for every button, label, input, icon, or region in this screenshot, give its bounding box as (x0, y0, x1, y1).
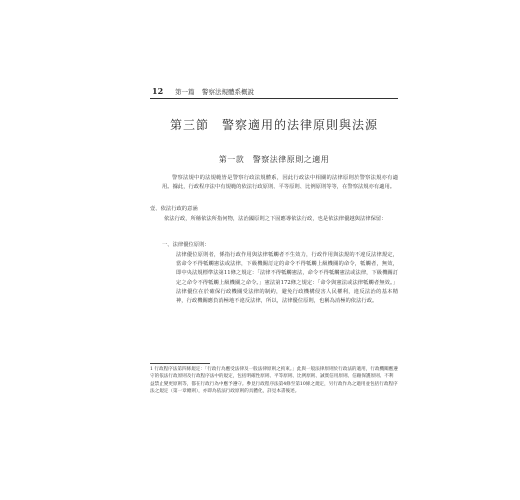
chapter-label: 第一篇 (175, 88, 195, 96)
item-1-title: 一、法律優位原則： (162, 242, 210, 248)
footnote-rule (150, 363, 210, 364)
book-title: 警察法規體系概說 (202, 88, 254, 96)
footnote: 1 行政程序法第四條規定：「行政行為應受法律及一般法律原則之拘束。」此與一般法律原則於行政法的適用，行政機關應遵守的依法行政原則及行政程序法中的規定，包括明確性原則、平等原則、比例原則、誠實信用原則、信賴保護原則、不利益禁止變更原則等，都在行政行為中應予遵守。參見行政程序法第4條至第10條之規定，另行政作為之適用並包括行政程序法之規定（第一章總則），亦即為依法行政原則的具體化，詳見本書後述。 (150, 367, 398, 395)
section-title: 第三節 警察適用的法律原則與法源 (169, 118, 378, 132)
item-1-body: 法律優位原則者，係指行政作用與法律牴觸者不生效力，行政作用與法規的不違反法律規定，當命令不得牴觸憲法或法律，下級機關訂定的命令不得牴觸上級機關的命令，牴觸者，無效，即中央法規標準法第11條之規定：「法律不得牴觸憲法，命令不得牴觸憲法或法律，下級機關訂定之命令不得牴觸上級機關之命令。」憲法第172條之規定：「命令與憲法或法律牴觸者無效。」法律優位在於確保行政機關受法律的制約，避免行政機構侵害人民權利，違反法治的基本精神，行政機關應負消極地不違反法律，所以，法律優位原則，也稱為消極的依法行政。 (176, 252, 398, 305)
heading-1-body: 依法行政，所稱依法所指何物，法治國原則之下固應導依法行政，也是依法律優越與法律保留： (164, 216, 387, 222)
header-rule (150, 98, 398, 99)
intro-paragraph: 警察法規中的法規範皆是警察行政法規體系，因此行政法中相關的法律原則於警察法規亦有適用。據此，行政程序法中有規範的依法行政原則、平等原則、比例原則等等，在警察法規亦有適用。 (162, 175, 398, 191)
heading-1: 壹、依法行政的意涵 (150, 206, 198, 212)
page-number: 12 (152, 86, 164, 96)
running-header (150, 86, 398, 98)
article-title: 第一款 警察法律原則之適用 (218, 155, 330, 164)
